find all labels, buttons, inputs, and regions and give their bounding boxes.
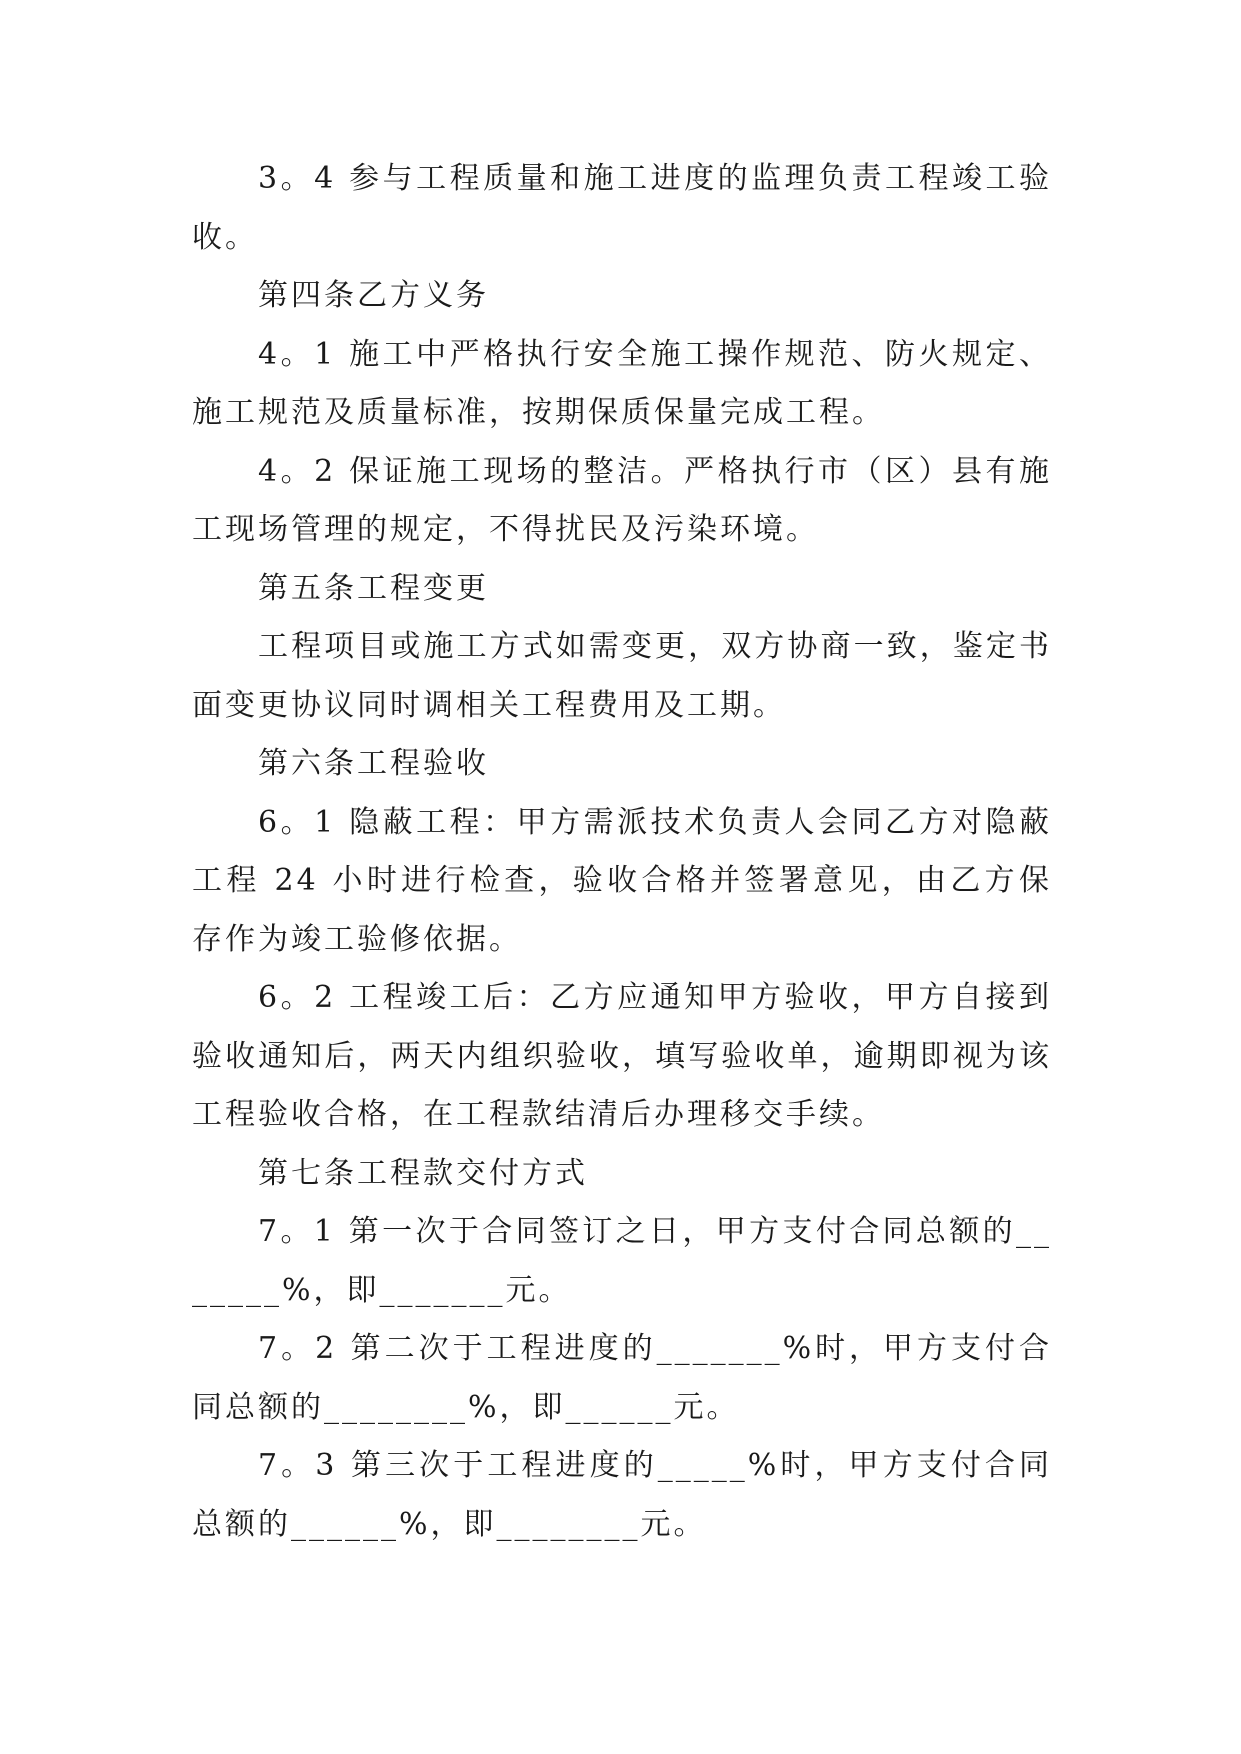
paragraph-5-body: 工程项目或施工方式如需变更，双方协商一致，鉴定书面变更协议同时调相关工程费用及工期。 [192, 629, 1052, 723]
paragraph-7-2: 7。2 第二次于工程进度的_______%时，甲方支付合同总额的________%，即______元。 [192, 1331, 1052, 1425]
heading-article-7: 第七条工程款交付方式 [258, 1155, 588, 1191]
paragraph-4-1: 4。1 施工中严格执行安全施工操作规范、防火规定、施工规范及质量标准，按期保质保量完成工程。 [192, 336, 1052, 430]
heading-article-6: 第六条工程验收 [258, 746, 489, 781]
paragraph-6-2: 6。2 工程竣工后：乙方应通知甲方验收，甲方自接到验收通知后，两天内组织验收，填写验收单，逾期即视为该工程验收合格，在工程款结清后办理移交手续。 [192, 980, 1052, 1132]
heading-article-5: 第五条工程变更 [258, 570, 489, 606]
heading-article-4: 第四条乙方义务 [258, 278, 489, 313]
paragraph-7-1: 7。1 第一次于合同签订之日，甲方支付合同总额的_______%，即_______元。 [192, 1214, 1052, 1308]
paragraph-7-3: 7。3 第三次于工程进度的_____%时，甲方支付合同总额的______%，即________元。 [192, 1448, 1052, 1542]
paragraph-6-1: 6。1 隐蔽工程：甲方需派技术负责人会同乙方对隐蔽工程 24 小时进行检查，验收合格并签署意见，由乙方保存作为竣工验修依据。 [192, 804, 1052, 957]
document-page [192, 150, 1052, 1554]
paragraph-3-4: 3。4 参与工程质量和施工进度的监理负责工程竣工验收。 [192, 161, 1052, 255]
paragraph-4-2: 4。2 保证施工现场的整洁。严格执行市（区）县有施工现场管理的规定，不得扰民及污染环境。 [192, 453, 1052, 547]
